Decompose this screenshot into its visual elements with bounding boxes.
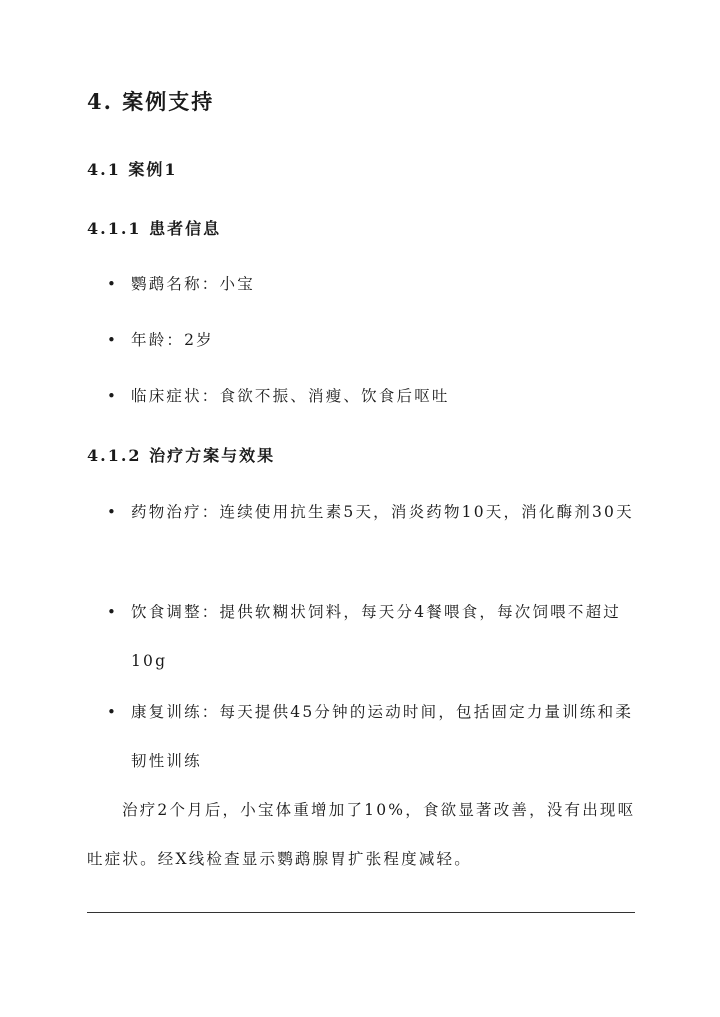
bullet-icon: •	[107, 703, 119, 721]
bullet-icon: •	[107, 603, 119, 621]
list-item-text: 临床症状：食欲不振、消瘦、饮食后呕吐	[131, 387, 450, 405]
treatment-heading: 4.1.2 治疗方案与效果	[87, 446, 276, 465]
bullet-icon: •	[107, 503, 119, 521]
list-item-text: 年龄：2岁	[131, 331, 214, 349]
result-paragraph: 治疗2个月后，小宝体重增加了10%，食欲显著改善，没有出现呕吐症状。经X线检查显示鹦鹉腺胃扩张程度减轻。	[87, 801, 636, 868]
case-heading: 4.1 案例1	[87, 160, 178, 179]
list-item	[107, 372, 637, 421]
list-item	[107, 316, 637, 365]
list-item	[107, 488, 637, 537]
section-heading: 4. 案例支持	[87, 89, 215, 114]
bullet-icon: •	[107, 331, 119, 349]
list-item	[107, 588, 637, 686]
list-item	[107, 260, 637, 309]
list-item-text: 康复训练：每天提供45分钟的运动时间，包括固定力量训练和柔韧性训练	[131, 703, 634, 770]
footer-divider	[87, 912, 635, 913]
list-item-text: 鹦鹉名称：小宝	[131, 275, 255, 293]
patient-info-heading: 4.1.1 患者信息	[87, 219, 222, 238]
bullet-icon: •	[107, 275, 119, 293]
list-item-text: 饮食调整：提供软糊状饲料，每天分4餐喂食，每次饲喂不超过10g	[131, 603, 621, 670]
list-item-text: 药物治疗：连续使用抗生素5天，消炎药物10天，消化酶剂30天	[131, 503, 634, 521]
bullet-icon: •	[107, 387, 119, 405]
list-item	[107, 688, 637, 786]
